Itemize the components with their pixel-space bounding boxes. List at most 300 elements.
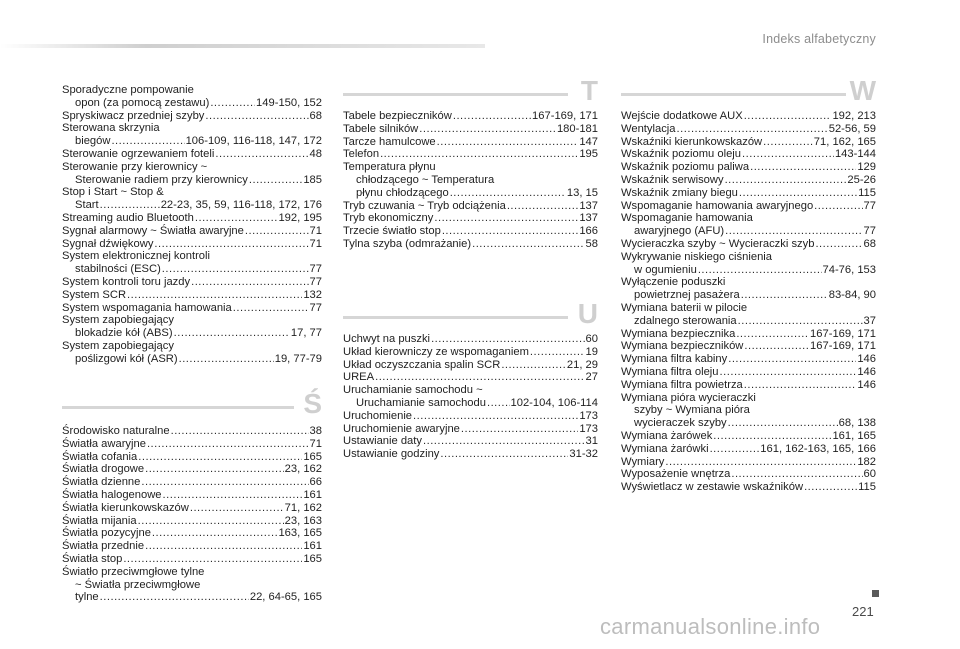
entry-term: Tylna szyba (odmrażanie)	[343, 237, 472, 250]
entry-term: Wskaźniki kierunkowskazów	[621, 135, 763, 148]
entry-term: Uruchamianie samochodu	[356, 396, 486, 409]
entry-term: Tabele silników	[343, 122, 419, 135]
index-entry	[62, 438, 322, 451]
entry-term: Światła drogowe	[62, 463, 145, 476]
index-entry	[62, 527, 322, 540]
index-entry	[62, 463, 322, 476]
watermark: carmanualsonline.info	[600, 614, 821, 639]
dot-leader	[123, 553, 302, 566]
dot-leader	[423, 435, 585, 448]
entry-pages: 68, 138	[838, 417, 876, 430]
entry-term: Wymiana pióra wycieraczki	[621, 391, 756, 404]
dot-leader	[233, 302, 309, 315]
dot-leader	[665, 456, 856, 469]
entry-pages: 106-109, 116-118, 147, 172	[185, 135, 322, 148]
dot-leader	[191, 276, 308, 289]
section-header-t	[343, 75, 598, 112]
entry-term: Sterowana skrzynia	[62, 122, 160, 135]
entry-term: Wymiana filtra kabiny	[621, 353, 728, 366]
entry-term: tylne	[75, 591, 99, 604]
index-column-u	[343, 333, 598, 461]
entry-pages: 192, 195	[278, 211, 322, 224]
index-column-t	[343, 110, 598, 251]
entry-term: Spryskiwacz przedniej szyby	[62, 109, 205, 122]
entry-pages: 37	[863, 314, 876, 327]
dot-leader	[127, 289, 302, 302]
index-entry	[343, 346, 598, 359]
dot-leader	[530, 346, 585, 359]
entry-pages: 115	[858, 481, 876, 494]
index-entry	[343, 359, 598, 372]
entry-pages: 165	[303, 552, 322, 565]
dot-leader	[434, 212, 578, 225]
index-entry	[343, 161, 598, 174]
entry-term: Wykrywanie niskiego ciśnienia	[621, 250, 772, 263]
index-entry	[621, 174, 876, 187]
entry-pages: 192, 213	[832, 110, 876, 122]
dot-leader	[205, 110, 308, 123]
entry-term: Sterowanie przy kierownicy ~	[62, 160, 208, 173]
entry-pages: 71	[309, 224, 322, 237]
index-entry	[62, 263, 322, 276]
entry-term: Sygnał dźwiękowy	[62, 237, 154, 250]
index-entry	[62, 502, 322, 515]
index-entry	[621, 225, 876, 238]
index-entry	[62, 489, 322, 502]
index-entry	[621, 212, 876, 225]
entry-term: Tryb czuwania ~ Tryb odciążenia	[343, 199, 506, 212]
entry-pages: 58	[585, 237, 598, 250]
section-divider	[62, 406, 294, 409]
dot-leader	[442, 225, 579, 238]
index-entry	[62, 238, 322, 251]
entry-term: Wskaźnik serwisowy	[621, 173, 724, 186]
entry-term: Światła halogenowe	[62, 488, 162, 501]
entry-pages: 27	[585, 371, 598, 384]
dot-leader	[720, 366, 857, 379]
entry-term: Uchwyt na puszki	[343, 333, 431, 345]
index-entry	[62, 302, 322, 315]
entry-pages: 161	[303, 540, 322, 553]
index-entry	[621, 443, 876, 456]
dot-leader	[472, 238, 584, 251]
index-entry	[62, 340, 322, 353]
entry-pages: 31-32	[569, 448, 598, 461]
page-number: 221	[852, 604, 874, 619]
entry-term: Wymiana bezpiecznika	[621, 327, 736, 340]
entry-pages: 71, 162, 165	[813, 135, 876, 148]
index-entry	[621, 353, 876, 366]
index-entry	[62, 579, 322, 592]
entry-pages: 146	[857, 365, 876, 378]
section-divider	[621, 93, 846, 96]
entry-pages: 149-150, 152	[256, 96, 322, 109]
dot-leader	[461, 423, 578, 436]
entry-term: Sporadyczne pompowanie	[62, 84, 194, 96]
entry-pages: 161, 165	[832, 429, 876, 442]
section-divider	[343, 316, 568, 319]
index-entry	[62, 553, 322, 566]
dot-leader	[100, 591, 249, 604]
index-entry	[343, 423, 598, 436]
dot-leader	[744, 379, 857, 392]
entry-term: Wspomaganie hamowania	[621, 212, 753, 225]
dot-leader	[145, 540, 302, 553]
dot-leader	[507, 200, 579, 213]
dot-leader	[742, 148, 834, 161]
index-entry	[621, 481, 876, 494]
entry-pages: 167-169, 171	[810, 327, 876, 340]
entry-term: Światło przeciwmgłowe tylne	[62, 565, 205, 578]
index-column-s-acute	[62, 425, 322, 604]
dot-leader	[453, 110, 531, 123]
index-entry	[621, 110, 876, 123]
entry-term: Światła pozycyjne	[62, 527, 151, 540]
index-entry	[621, 238, 876, 251]
index-entry	[343, 410, 598, 423]
dot-leader	[741, 289, 828, 302]
dot-leader	[141, 476, 308, 489]
index-entry	[62, 186, 322, 199]
dot-leader	[450, 187, 566, 200]
index-entry	[62, 97, 322, 110]
entry-term: Światła kierunkowskazów	[62, 501, 189, 514]
entry-term: Środowisko naturalne	[62, 425, 170, 437]
entry-pages: 22-23, 35, 59, 116-118, 172, 176	[160, 199, 322, 212]
dot-leader	[804, 481, 857, 494]
entry-term: Wspomaganie hamowania awaryjnego	[621, 199, 814, 212]
index-entry	[343, 148, 598, 161]
entry-term: Tarcze hamulcowe	[343, 135, 436, 148]
entry-term: Sterowanie ogrzewaniem foteli	[62, 147, 215, 160]
dot-leader	[736, 328, 809, 341]
index-entry	[621, 328, 876, 341]
index-entry	[62, 540, 322, 553]
index-entry	[621, 366, 876, 379]
dot-leader	[100, 199, 160, 212]
dot-leader	[380, 148, 578, 161]
index-entry	[62, 327, 322, 340]
entry-pages: 60	[585, 333, 598, 345]
entry-pages: 167-169, 171	[532, 110, 598, 122]
index-entry	[621, 302, 876, 315]
dot-leader	[814, 200, 862, 213]
dot-leader	[725, 225, 862, 238]
index-entry	[621, 417, 876, 430]
entry-pages: 38	[309, 425, 322, 437]
entry-pages: 60	[863, 468, 876, 481]
index-entry	[62, 250, 322, 263]
entry-term: Wskaźnik zmiany biegu	[621, 186, 738, 199]
entry-pages: 13, 15	[566, 186, 598, 199]
section-header-w	[621, 75, 876, 112]
entry-pages: 66	[309, 476, 322, 489]
dot-leader	[431, 333, 584, 346]
entry-term: Temperatura płynu	[343, 161, 436, 174]
entry-term: Start	[75, 199, 99, 212]
index-entry	[621, 251, 876, 264]
index-entry	[621, 276, 876, 289]
index-entry	[621, 123, 876, 136]
entry-pages: 17, 77	[290, 327, 322, 340]
entry-pages: 77	[309, 275, 322, 288]
entry-term: System SCR	[62, 288, 127, 301]
dot-leader	[375, 371, 584, 384]
dot-leader	[738, 315, 863, 328]
dot-leader	[190, 502, 284, 515]
section-divider	[343, 93, 568, 96]
entry-term: System kontroli toru jazdy	[62, 275, 191, 288]
dot-leader	[111, 135, 184, 148]
entry-pages: 77	[863, 199, 876, 212]
entry-term: awaryjnego (AFU)	[634, 225, 725, 238]
entry-pages: 132	[303, 288, 322, 301]
entry-term: Tryb ekonomiczny	[343, 212, 434, 225]
entry-pages: 71	[309, 437, 322, 450]
index-entry	[62, 353, 322, 366]
index-entry	[621, 340, 876, 353]
index-entry	[62, 515, 322, 528]
index-entry	[62, 476, 322, 489]
dot-leader	[744, 340, 809, 353]
dot-leader	[731, 468, 862, 481]
entry-pages: 173	[579, 422, 598, 435]
dot-leader	[487, 397, 510, 410]
index-entry	[62, 212, 322, 225]
index-entry	[621, 136, 876, 149]
entry-pages: 19	[585, 345, 598, 358]
entry-term: wycieraczek szyby	[634, 417, 727, 430]
entry-pages: 165	[303, 450, 322, 463]
entry-term: Wejście dodatkowe AUX	[621, 110, 743, 122]
dot-leader	[147, 438, 309, 451]
entry-term: Ustawianie daty	[343, 435, 422, 448]
dot-leader	[215, 148, 308, 161]
index-entry	[343, 123, 598, 136]
entry-term: Wskaźnik poziomu paliwa	[621, 161, 750, 174]
entry-term: System zapobiegający	[62, 339, 174, 352]
entry-term: Tabele bezpieczników	[343, 110, 452, 122]
entry-term: Wymiana bezpieczników	[621, 340, 744, 353]
entry-term: chłodzącego ~ Temperatura	[356, 173, 495, 186]
entry-pages: 19, 77-79	[274, 352, 322, 365]
entry-term: Światła stop	[62, 552, 123, 565]
entry-pages: 180-181	[556, 122, 598, 135]
entry-pages: 195	[579, 148, 598, 161]
entry-pages: 48	[309, 147, 322, 160]
dot-leader	[152, 527, 278, 540]
index-entry	[343, 397, 598, 410]
dot-leader	[725, 174, 847, 187]
index-entry	[62, 451, 322, 464]
entry-term: Światła cofania	[62, 450, 138, 463]
index-entry	[621, 430, 876, 443]
entry-term: poślizgowi kół (ASR)	[75, 352, 178, 365]
section-letter: T	[580, 75, 598, 106]
entry-term: System elektronicznej kontroli	[62, 250, 210, 263]
index-entry	[621, 456, 876, 469]
dot-leader	[713, 430, 831, 443]
dot-leader	[245, 225, 309, 238]
index-entry	[62, 566, 322, 579]
index-entry	[621, 379, 876, 392]
section-header-s-acute	[62, 388, 322, 425]
entry-pages: 52-56, 59	[828, 122, 876, 135]
section-letter: Ś	[303, 388, 322, 419]
entry-pages: 167-169, 171	[810, 340, 876, 353]
entry-term: Wycieraczka szyby ~ Wycieraczki szyb	[621, 237, 815, 250]
entry-pages: 182	[857, 455, 876, 468]
entry-term: Układ kierowniczy ze wspomaganiem	[343, 345, 529, 358]
entry-term: Trzecie światło stop	[343, 225, 441, 238]
entry-pages: 161	[303, 488, 322, 501]
entry-term: biegów	[75, 135, 111, 148]
entry-pages: 31	[585, 435, 598, 448]
index-entry	[621, 200, 876, 213]
entry-pages: 23, 163	[284, 514, 322, 527]
entry-term: Sygnał alarmowy ~ Światła awaryjne	[62, 224, 244, 237]
entry-term: Wyposażenie wnętrza	[621, 468, 731, 481]
index-entry	[62, 276, 322, 289]
entry-term: ~ Światła przeciwmgłowe	[75, 578, 201, 591]
index-entry	[62, 174, 322, 187]
index-entry	[343, 435, 598, 448]
entry-term: Telefon	[343, 148, 380, 161]
index-entry	[343, 384, 598, 397]
index-entry	[343, 238, 598, 251]
dot-leader	[419, 123, 556, 136]
entry-pages: 21, 29	[566, 358, 598, 371]
dot-leader	[744, 110, 832, 123]
index-entry	[343, 200, 598, 213]
entry-pages: 22, 64-65, 165	[249, 591, 322, 604]
dot-leader	[710, 443, 760, 456]
entry-term: Uruchamianie samochodu ~	[343, 384, 483, 397]
section-letter: U	[577, 298, 598, 329]
index-entry	[62, 314, 322, 327]
index-entry	[621, 404, 876, 417]
dot-leader	[815, 238, 862, 251]
entry-pages: 161, 162-163, 165, 166	[760, 442, 876, 455]
entry-pages: 74-76, 153	[822, 263, 876, 276]
entry-term: zdalnego sterowania	[634, 314, 737, 327]
entry-term: powietrznej pasażera	[634, 289, 740, 302]
entry-term: UREA	[343, 371, 375, 384]
entry-term: Wymiana żarówek	[621, 429, 713, 442]
entry-pages: 185	[303, 173, 322, 186]
entry-term: Wskaźnik poziomu oleju	[621, 148, 742, 161]
entry-term: Światła awaryjne	[62, 437, 146, 450]
page-marker	[872, 590, 879, 597]
dot-leader	[501, 359, 566, 372]
entry-term: System zapobiegający	[62, 314, 174, 327]
entry-pages: 77	[309, 301, 322, 314]
dot-leader	[210, 97, 255, 110]
dot-leader	[138, 451, 302, 464]
dot-leader	[750, 161, 856, 174]
index-entry	[621, 392, 876, 405]
entry-term: stabilności (ESC)	[75, 263, 161, 276]
entry-pages: 77	[309, 263, 322, 276]
entry-term: Wyłączenie poduszki	[621, 276, 726, 289]
entry-pages: 147	[579, 135, 598, 148]
index-entry	[621, 148, 876, 161]
entry-pages: 115	[858, 186, 876, 199]
dot-leader	[249, 174, 302, 187]
entry-term: Stop i Start ~ Stop &	[62, 186, 164, 199]
dot-leader	[413, 410, 578, 423]
entry-term: szyby ~ Wymiana pióra	[634, 404, 750, 417]
entry-term: Uruchomienie	[343, 409, 413, 422]
entry-term: Uruchomienie awaryjne	[343, 422, 460, 435]
dot-leader	[162, 263, 309, 276]
entry-term: Światła dzienne	[62, 476, 141, 489]
dot-leader	[195, 212, 278, 225]
index-entry	[62, 148, 322, 161]
entry-term: Wentylacja	[621, 122, 676, 135]
entry-pages: 102-104, 106-114	[510, 396, 598, 409]
entry-term: w ogumieniu	[634, 263, 697, 276]
index-entry	[62, 161, 322, 174]
index-entry	[621, 468, 876, 481]
entry-pages: 68	[309, 109, 322, 122]
index-entry	[343, 448, 598, 461]
entry-term: płynu chłodzącego	[356, 186, 449, 199]
index-entry	[621, 187, 876, 200]
dot-leader	[174, 327, 290, 340]
entry-pages: 173	[579, 409, 598, 422]
entry-pages: 71, 162	[284, 501, 322, 514]
index-entry	[621, 315, 876, 328]
entry-pages: 146	[857, 378, 876, 391]
entry-term: Ustawianie godziny	[343, 448, 440, 461]
dot-leader	[145, 463, 284, 476]
dot-leader	[698, 264, 822, 277]
entry-term: Wymiana filtra powietrza	[621, 378, 743, 391]
dot-leader	[163, 489, 303, 502]
entry-term: Sterowanie radiem przy kierownicy	[75, 173, 248, 186]
index-entry	[343, 136, 598, 149]
entry-term: opon (za pomocą zestawu)	[75, 96, 210, 109]
dot-leader	[437, 136, 579, 149]
entry-term: blokadzie kół (ABS)	[75, 327, 173, 340]
index-entry	[621, 161, 876, 174]
index-entry	[62, 425, 322, 438]
dot-leader	[440, 448, 568, 461]
index-entry	[62, 225, 322, 238]
index-entry	[62, 199, 322, 212]
entry-pages: 146	[857, 353, 876, 366]
index-entry	[343, 110, 598, 123]
index-entry	[343, 333, 598, 346]
index-column-s	[62, 84, 322, 366]
dot-leader	[138, 515, 284, 528]
entry-term: Wyświetlacz w zestawie wskaźników	[621, 481, 804, 494]
dot-leader	[179, 353, 274, 366]
index-column-w	[621, 110, 876, 494]
index-entry	[621, 264, 876, 277]
header-rule	[0, 44, 485, 48]
page-title: Indeks alfabetyczny	[762, 32, 876, 46]
index-entry	[62, 289, 322, 302]
section-header-u	[343, 298, 598, 335]
entry-term: Światła mijania	[62, 514, 137, 527]
dot-leader	[728, 353, 856, 366]
index-entry	[343, 212, 598, 225]
entry-term: Wymiana baterii w pilocie	[621, 301, 748, 314]
index-entry	[62, 110, 322, 123]
dot-leader	[739, 187, 857, 200]
